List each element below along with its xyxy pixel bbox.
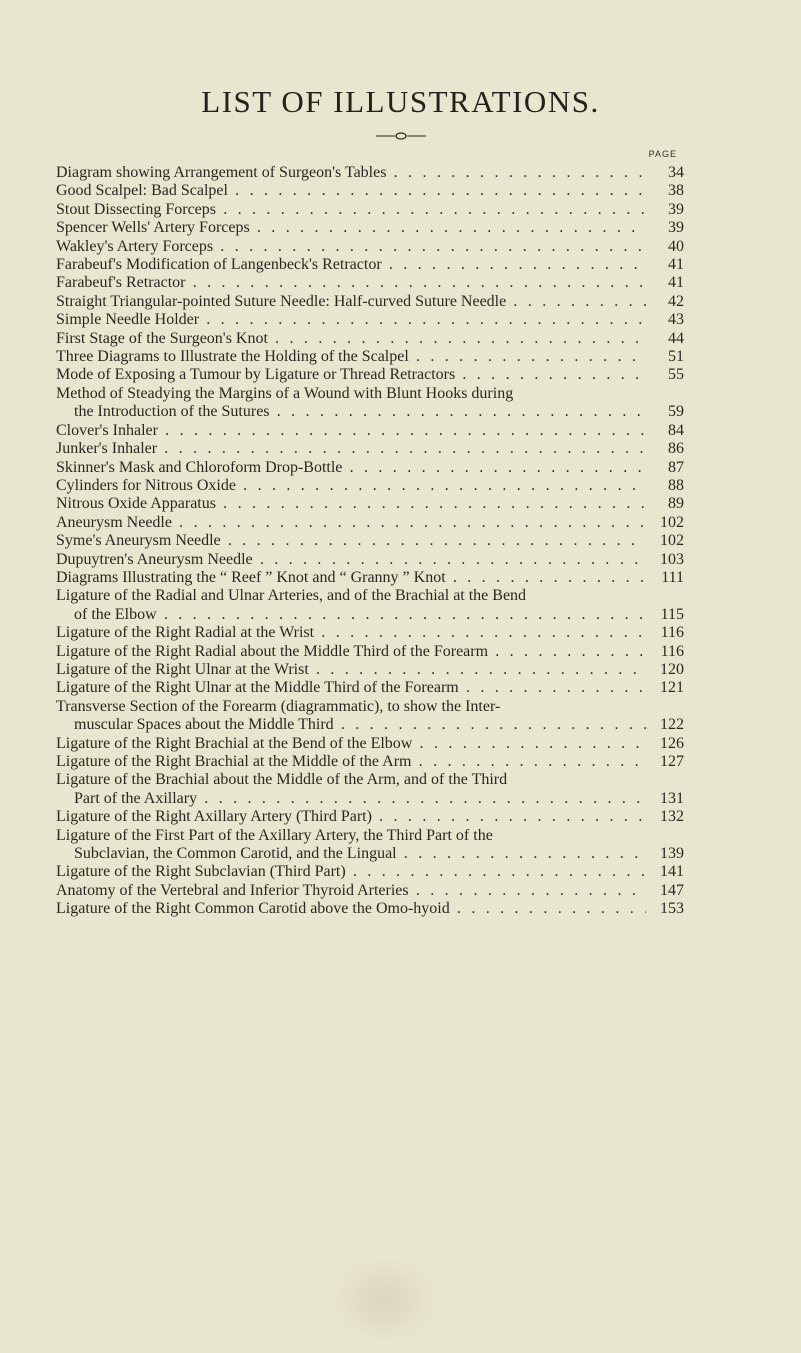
entry-page-number: 51: [646, 348, 684, 366]
list-item: [56, 422, 684, 440]
entry-row: [56, 514, 684, 532]
entry-page-number: 126: [646, 735, 684, 753]
entry-title: of the Elbow . . .: [56, 606, 646, 624]
entry-page-number: 87: [646, 459, 684, 477]
entry-page-number: 132: [646, 808, 684, 826]
list-item: [56, 182, 684, 200]
list-item: [56, 330, 684, 348]
entry-page-number: 103: [646, 551, 684, 569]
entry-page-number: 122: [646, 716, 684, 734]
list-item: [56, 293, 684, 311]
entry-page-number: 139: [646, 845, 684, 863]
entry-page-number: 111: [646, 569, 684, 587]
entry-row: [56, 624, 684, 642]
entry-title-line: Method of Steadying the Margins of a Wound with Blunt Hooks during: [56, 384, 514, 402]
list-item: [56, 366, 684, 384]
list-item: [56, 238, 684, 256]
entry-page-number: 127: [646, 753, 684, 771]
entry-page-number: 84: [646, 422, 684, 440]
entry-page-number: 39: [646, 201, 684, 219]
entry-title: Farabeuf's Modification of Langenbeck's Retractor . . .: [56, 256, 646, 274]
entry-row: [56, 882, 684, 900]
entry-title: Diagrams Illustrating the “ Reef ” Knot and “ Granny ” Knot . . .: [56, 569, 646, 587]
list-item: [56, 771, 684, 808]
entry-title: muscular Spaces about the Middle Third . . .: [56, 716, 646, 734]
list-item: [56, 863, 684, 881]
entry-title: Simple Needle Holder . . .: [56, 311, 646, 329]
entry-page-number: 59: [646, 403, 684, 421]
entry-row: [56, 532, 684, 550]
list-item: [56, 164, 684, 182]
entry-title: Ligature of the Right Common Carotid above the Omo-hyoid . . .: [56, 900, 646, 918]
entry-title: Subclavian, the Common Carotid, and the Lingual . . .: [56, 845, 646, 863]
list-item: [56, 256, 684, 274]
entry-row: [56, 219, 684, 237]
entry-row: [56, 182, 684, 200]
entry-row: [56, 790, 684, 808]
entry-row: [56, 495, 684, 513]
entry-title: Spencer Wells' Artery Forceps . . .: [56, 219, 646, 237]
list-item: [56, 201, 684, 219]
entry-page-number: 55: [646, 366, 684, 384]
entry-title: Anatomy of the Vertebral and Inferior Thyroid Arteries . . .: [56, 882, 646, 900]
entry-row: [56, 569, 684, 587]
list-item: [56, 753, 684, 771]
list-item: [56, 219, 684, 237]
entry-title: Ligature of the Right Ulnar at the Middle Third of the Forearm . . .: [56, 679, 646, 697]
entry-row: [56, 366, 684, 384]
illustrations-list: [56, 164, 684, 919]
list-item: [56, 808, 684, 826]
entry-title: Aneurysm Needle . . .: [56, 514, 646, 532]
entry-row: [56, 440, 684, 458]
entry-row: [56, 238, 684, 256]
entry-title-line: Ligature of the First Part of the Axillary Artery, the Third Part of the: [56, 826, 493, 844]
entry-row: [56, 679, 684, 697]
entry-row: [56, 753, 684, 771]
list-item: [56, 900, 684, 918]
page-column-header: PAGE: [648, 149, 677, 159]
entry-title: Ligature of the Right Radial at the Wrist . . .: [56, 624, 646, 642]
entry-page-number: 89: [646, 495, 684, 513]
entry-row: [56, 459, 684, 477]
entry-row: [56, 201, 684, 219]
entry-title: Ligature of the Right Brachial at the Middle of the Arm . . .: [56, 753, 646, 771]
entry-page-number: 34: [646, 164, 684, 182]
entry-page-number: 88: [646, 477, 684, 495]
entry-row: [56, 863, 684, 881]
list-item: [56, 882, 684, 900]
entry-row: [56, 735, 684, 753]
entry-page-number: 40: [646, 238, 684, 256]
list-item: [56, 532, 684, 550]
entry-title: Skinner's Mask and Chloroform Drop-Bottle . . .: [56, 459, 646, 477]
entry-title: Good Scalpel: Bad Scalpel . . .: [56, 182, 646, 200]
entry-page-number: 43: [646, 311, 684, 329]
entry-title: Ligature of the Right Brachial at the Bend of the Elbow . . .: [56, 735, 646, 753]
entry-page-number: 44: [646, 330, 684, 348]
entry-title: First Stage of the Surgeon's Knot . . .: [56, 330, 646, 348]
entry-page-number: 41: [646, 256, 684, 274]
entry-row: [56, 845, 684, 863]
entry-title: Wakley's Artery Forceps . . .: [56, 238, 646, 256]
entry-page-number: 102: [646, 514, 684, 532]
entry-page-number: 115: [646, 606, 684, 624]
entry-title-line: Transverse Section of the Forearm (diagrammatic), to show the Inter-: [56, 697, 501, 715]
list-item: [56, 735, 684, 753]
entry-title: Ligature of the Right Subclavian (Third Part) . . .: [56, 863, 646, 881]
list-item: [56, 643, 684, 661]
entry-row: [56, 293, 684, 311]
entry-title: the Introduction of the Sutures . . .: [56, 403, 646, 421]
list-item: [56, 679, 684, 697]
entry-title: Three Diagrams to Illustrate the Holding of the Scalpel . . .: [56, 348, 646, 366]
entry-title: Clover's Inhaler . . .: [56, 422, 646, 440]
list-item: [56, 311, 684, 329]
entry-title: Part of the Axillary . . .: [56, 790, 646, 808]
entry-row: [56, 422, 684, 440]
list-item: [56, 477, 684, 495]
entry-title: Diagram showing Arrangement of Surgeon's Tables . . .: [56, 164, 646, 182]
entry-row: [56, 256, 684, 274]
entry-page-number: 41: [646, 274, 684, 292]
list-item: [56, 827, 684, 864]
entry-title: Nitrous Oxide Apparatus . . .: [56, 495, 646, 513]
entry-page-number: 38: [646, 182, 684, 200]
list-item: [56, 348, 684, 366]
list-item: [56, 569, 684, 587]
entry-title: Farabeuf's Retractor . . .: [56, 274, 646, 292]
entry-title: Ligature of the Right Axillary Artery (Third Part) . . .: [56, 808, 646, 826]
entry-row: [56, 477, 684, 495]
entry-page-number: 116: [646, 643, 684, 661]
list-item: [56, 624, 684, 642]
entry-page-number: 131: [646, 790, 684, 808]
entry-title: Mode of Exposing a Tumour by Ligature or Thread Retractors . . .: [56, 366, 646, 384]
list-item: [56, 274, 684, 292]
entry-row: [56, 348, 684, 366]
entry-row: [56, 403, 684, 421]
entry-row: [56, 311, 684, 329]
entry-page-number: 86: [646, 440, 684, 458]
entry-row: [56, 274, 684, 292]
list-item: [56, 495, 684, 513]
paper-stain: [330, 1255, 440, 1345]
entry-page-number: 141: [646, 863, 684, 881]
entry-title-line: Ligature of the Radial and Ulnar Arteries, and of the Brachial at the Bend: [56, 587, 527, 605]
list-item: [56, 459, 684, 477]
entry-title: Straight Triangular-pointed Suture Needle: Half-curved Suture Needle . . .: [56, 293, 646, 311]
list-item: [56, 661, 684, 679]
list-item: [56, 551, 684, 569]
ornament-rule-icon: [376, 132, 426, 140]
entry-title: Cylinders for Nitrous Oxide . . .: [56, 477, 646, 495]
entry-row: [56, 606, 684, 624]
entry-page-number: 153: [646, 900, 684, 918]
entry-page-number: 120: [646, 661, 684, 679]
entry-page-number: 147: [646, 882, 684, 900]
entry-page-number: 121: [646, 679, 684, 697]
entry-row: [56, 330, 684, 348]
entry-row: [56, 716, 684, 734]
list-item: [56, 440, 684, 458]
entry-row: [56, 551, 684, 569]
entry-title: Ligature of the Right Ulnar at the Wrist . . .: [56, 661, 646, 679]
entry-page-number: 39: [646, 219, 684, 237]
entry-page-number: 102: [646, 532, 684, 550]
entry-page-number: 42: [646, 293, 684, 311]
entry-page-number: 116: [646, 624, 684, 642]
entry-title-line: Ligature of the Brachial about the Middle of the Arm, and of the Third: [56, 771, 508, 789]
entry-title: Ligature of the Right Radial about the Middle Third of the Forearm . . .: [56, 643, 646, 661]
page-title: LIST OF ILLUSTRATIONS.: [201, 84, 600, 119]
entry-row: [56, 808, 684, 826]
list-item: [56, 514, 684, 532]
list-item: [56, 587, 684, 624]
list-item: [56, 385, 684, 422]
list-item: [56, 698, 684, 735]
entry-row: [56, 661, 684, 679]
entry-title: Junker's Inhaler . . .: [56, 440, 646, 458]
entry-row: [56, 164, 684, 182]
entry-title: Dupuytren's Aneurysm Needle . . .: [56, 551, 646, 569]
entry-row: [56, 643, 684, 661]
entry-row: [56, 900, 684, 918]
entry-title: Stout Dissecting Forceps . . .: [56, 201, 646, 219]
entry-title: Syme's Aneurysm Needle . . .: [56, 532, 646, 550]
